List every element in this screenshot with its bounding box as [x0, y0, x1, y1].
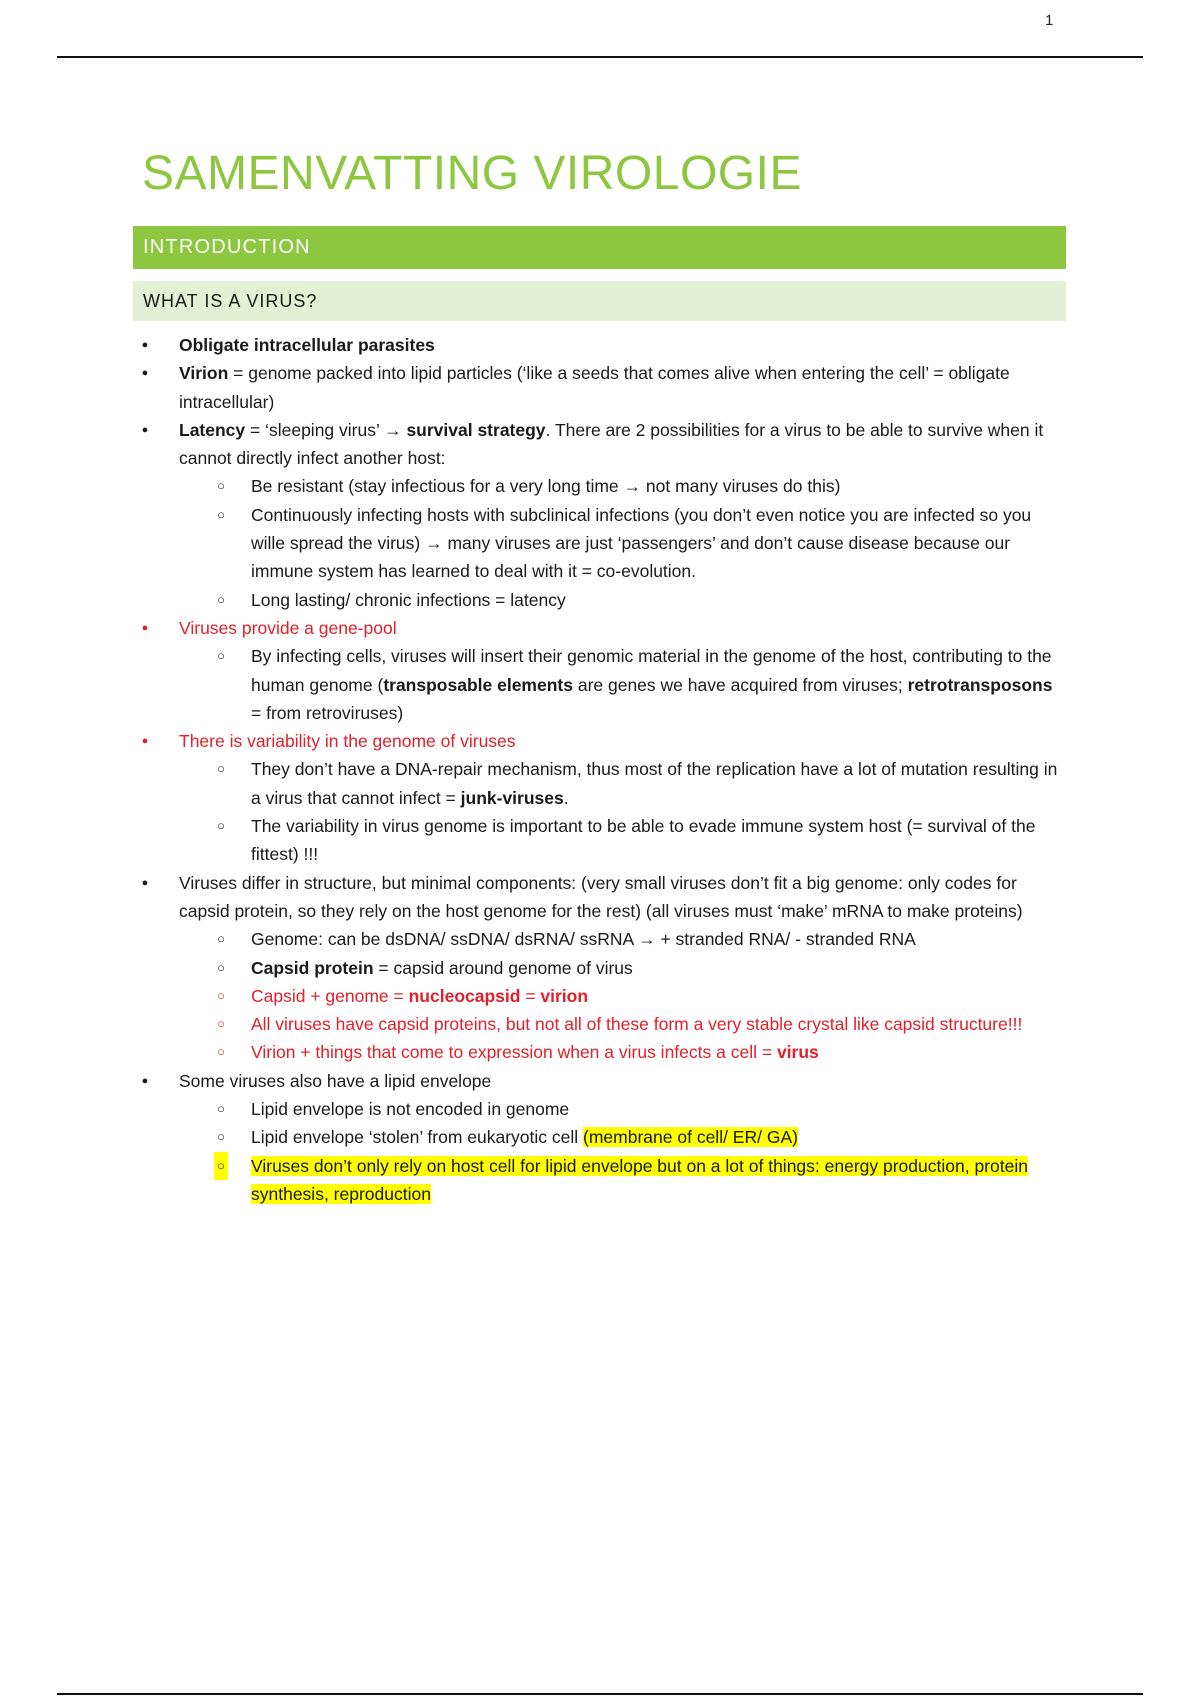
text-segment: Lipid envelope ‘stolen’ from eukaryotic cell [251, 1127, 584, 1148]
bullet-circle-icon: ○ [217, 1101, 225, 1117]
bullet-circle-icon: ○ [217, 648, 225, 664]
sub-list-item [0, 982, 1061, 1010]
sub-list-item [0, 1010, 1061, 1038]
bullet-circle-icon: ○ [214, 1152, 228, 1180]
section-heading: INTRODUCTION [143, 236, 311, 258]
list-item [0, 359, 1069, 416]
list-item-text [251, 986, 588, 1006]
bold-term: transposable elements [383, 674, 573, 695]
list-item-text [251, 1042, 819, 1062]
bullet-dot-icon: ● [141, 735, 149, 748]
text-segment: . [563, 787, 569, 808]
list-item-text [251, 1099, 569, 1119]
header-rule [57, 56, 1143, 58]
text-segment: By infecting cells, viruses will insert their genomic material in the genome of the host, contributing to the human genome ( [251, 646, 1052, 695]
list-item-text [251, 590, 566, 610]
bold-term: survival strategy [406, 419, 546, 440]
bullet-dot-icon: ● [141, 621, 149, 634]
list-item-text [251, 759, 1057, 807]
text-segment: . There are 2 possibilities for a virus to be able to survive when it cannot directly infect another host: [179, 419, 1044, 469]
text-segment: Viruses differ in structure, but minimal components: (very small viruses don’t fit a big genome: only codes for capsid protein, so they rely on the host genome for the rest) (all viruses must ‘make’ mRNA to make proteins) [179, 872, 1023, 921]
text-segment: = capsid around genome of virus [373, 957, 633, 978]
bullet-circle-icon: ○ [217, 931, 225, 947]
subsection-heading-bar [133, 281, 1066, 321]
bullet-circle-icon: ○ [217, 1044, 225, 1060]
text-segment: Some viruses also have a lipid envelope [179, 1070, 492, 1091]
bullet-circle-icon: ○ [217, 1016, 225, 1032]
bold-term: nucleocapsid [408, 985, 521, 1006]
bullet-circle-icon: ○ [217, 818, 225, 834]
list-item-text [251, 1156, 1028, 1204]
text-segment: Lipid envelope is not encoded in genome [251, 1099, 570, 1120]
sub-list-item [0, 755, 1061, 812]
list-item-text [251, 929, 916, 949]
list-item-text [251, 1014, 1022, 1034]
text-segment: (membrane of cell/ ER/ GA) [583, 1127, 798, 1148]
list-item-text [179, 731, 516, 751]
list-item-text [179, 873, 1023, 921]
text-segment: Viruses provide a gene-pool [179, 617, 397, 638]
bullet-circle-icon: ○ [217, 761, 225, 777]
text-segment: The variability in virus genome is important to be able to evade immune system host (= survival of the fittest) !!! [251, 816, 1036, 865]
sub-list-item [0, 954, 1061, 982]
list-item-text [251, 1127, 798, 1147]
subsection-heading: WHAT IS A VIRUS? [143, 290, 318, 311]
footer-rule [57, 1693, 1143, 1695]
bold-term: Virion [179, 363, 229, 384]
text-segment: Continuously infecting hosts with subclinical infections (you don’t even notice you are infected so you wille spread the virus) → many viruses are just ‘passengers’ and don’t cause disease because our immune system has learned to deal with it = co-evolution. [251, 504, 1032, 582]
sub-list-item [0, 1038, 1061, 1066]
bullet-dot-icon: ● [141, 1074, 149, 1087]
bullet-list [0, 331, 1200, 1208]
list-item-text [251, 505, 1031, 582]
bold-term: Obligate intracellular parasites [179, 335, 435, 355]
text-segment: Be resistant (stay infectious for a very long time → not many viruses do this) [251, 476, 841, 497]
bold-term: junk-viruses [460, 787, 564, 808]
list-item-text [251, 816, 1035, 864]
bullet-dot-icon: ● [141, 367, 149, 380]
sub-list-item [0, 586, 1061, 614]
text-segment: = [520, 985, 541, 1006]
sub-list-item [0, 642, 1061, 727]
text-segment: = genome packed into lipid particles (‘like a seeds that comes alive when entering the cell’ = obligate intracellular) [179, 363, 1010, 412]
list-item [0, 331, 1069, 359]
bold-term: Capsid protein [251, 957, 374, 978]
bullet-dot-icon: ● [141, 423, 149, 436]
bullet-circle-icon: ○ [217, 959, 225, 975]
bullet-dot-icon: ● [141, 876, 149, 889]
sub-list-item [0, 1123, 1061, 1151]
list-item-text [251, 958, 633, 978]
text-segment: There is variability in the genome of viruses [179, 731, 516, 752]
list-item [0, 1067, 1069, 1095]
bold-term: virion [540, 985, 589, 1006]
bullet-circle-icon: ○ [217, 478, 225, 494]
text-segment: All viruses have capsid proteins, but not all of these form a very stable crystal like capsid structure!!! [251, 1014, 1023, 1035]
sub-list-item [0, 501, 1061, 586]
list-item-text [179, 363, 1010, 411]
text-segment: They don’t have a DNA-repair mechanism, thus most of the replication have a lot of mutation resulting in a virus that cannot infect = [251, 759, 1058, 808]
text-segment: are genes we have acquired from viruses; [572, 674, 908, 695]
bullet-circle-icon: ○ [217, 987, 225, 1003]
list-item [0, 416, 1069, 473]
list-item-text [179, 618, 397, 638]
list-item-text [251, 646, 1052, 723]
text-segment: Capsid + genome = [251, 985, 409, 1006]
sub-list-item [0, 925, 1061, 953]
sub-list-item [0, 812, 1061, 869]
bullet-circle-icon: ○ [217, 1129, 225, 1145]
sub-list-item [0, 1095, 1061, 1123]
text-segment: Genome: can be dsDNA/ ssDNA/ dsRNA/ ssRNA → + stranded RNA/ - stranded RNA [251, 929, 916, 950]
list-item [0, 614, 1069, 642]
bullet-circle-icon: ○ [217, 591, 225, 607]
sub-list-item [0, 472, 1061, 500]
page-number: 1 [1045, 12, 1054, 29]
list-item-text [179, 1071, 491, 1091]
section-heading-bar [133, 226, 1066, 269]
bold-term: virus [776, 1042, 819, 1063]
list-item-text [179, 335, 435, 355]
text-segment: Long lasting/ chronic infections = latency [251, 589, 566, 610]
text-segment: Viruses don’t only rely on host cell for lipid envelope but on a lot of things: energy production, protein synthesis, reproduction [251, 1155, 1028, 1204]
text-segment: Virion + things that come to expression when a virus infects a cell = [251, 1042, 777, 1063]
text-segment: = ‘sleeping virus’ → [245, 419, 407, 440]
bullet-circle-icon: ○ [217, 506, 225, 522]
text-segment: = from retroviruses) [251, 702, 404, 723]
list-item [0, 869, 1069, 926]
bold-term: Latency [179, 419, 246, 440]
bullet-dot-icon: ● [141, 339, 149, 351]
sub-list-item [0, 1152, 1061, 1209]
list-item-text [179, 420, 1043, 468]
document-title: SAMENVATTING VIROLOGIE [142, 147, 802, 200]
bold-term: retrotransposons [907, 674, 1053, 695]
list-item-text [251, 476, 840, 496]
list-item [0, 727, 1069, 755]
